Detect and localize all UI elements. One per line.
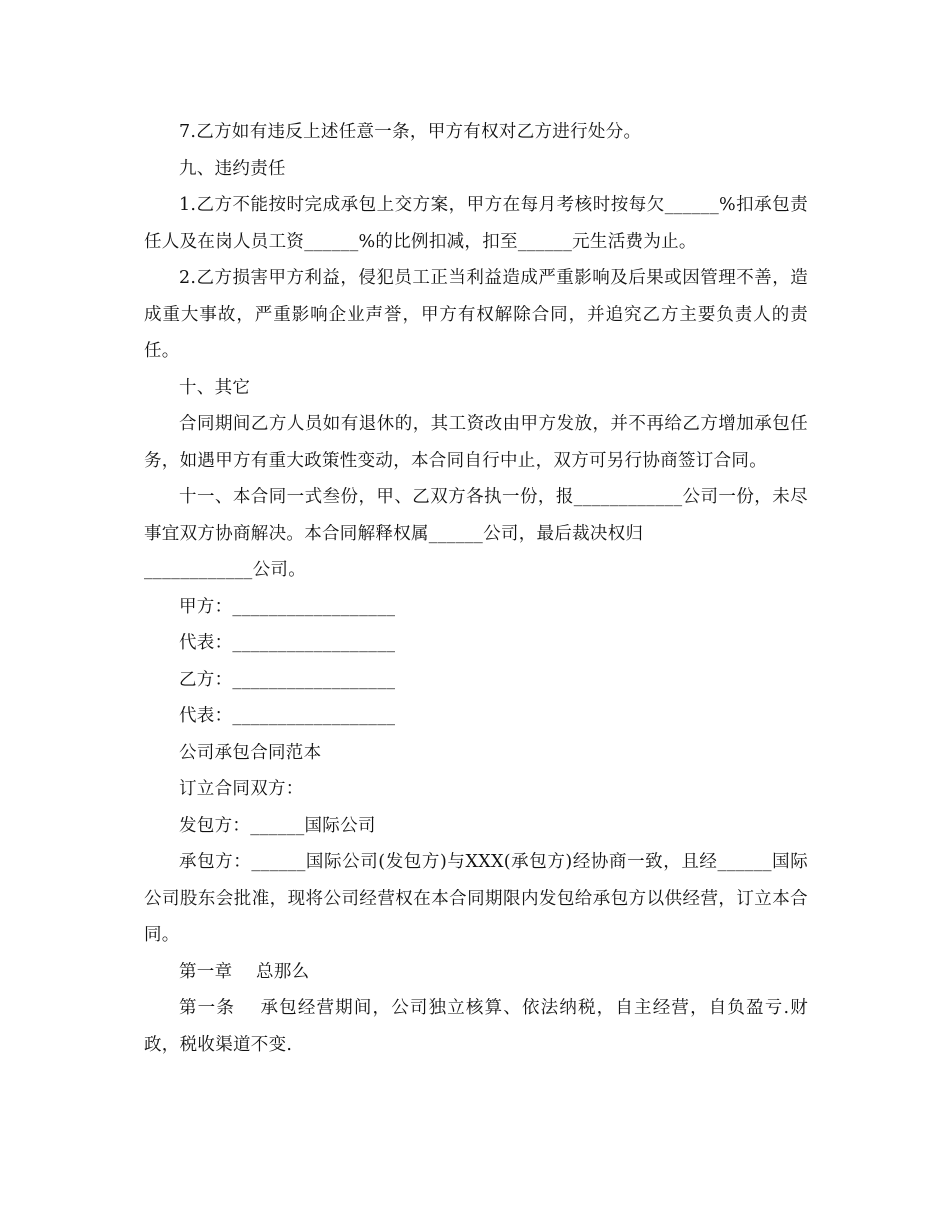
contract-template-title: 公司承包合同范本 [179, 742, 322, 763]
signature-representative-a: 代表：__________________ [179, 633, 396, 653]
other-clause: 合同期间乙方人员如有退休的，其工资改由甲方发放，并不再给乙方增加承包任务，如遇甲方有重大政策性变动，本合同自行中止，双方可另行协商签订合同。 [144, 414, 808, 471]
signature-party-a: 甲方：__________________ [179, 596, 396, 617]
chapter-one-heading: 第一章 总那么 [179, 961, 310, 982]
section-eleven-clause: 十一、本合同一式叁份，甲、乙双方各执一份，报____________公司一份，未尽事宜双方协商解决。本合同解释权属______公司，最后裁决权归 [144, 487, 808, 544]
section-heading-breach-liability: 九、违约责任 [179, 158, 286, 179]
article-one: 第一条 承包经营期间，公司独立核算、依法纳税，自主经营，自负盈亏.财政，税收渠道不变. [144, 998, 808, 1055]
section-heading-other: 十、其它 [179, 377, 251, 398]
signature-representative-b: 代表：__________________ [179, 706, 396, 726]
signature-party-b: 乙方：__________________ [179, 669, 396, 690]
breach-clause-1: 1.乙方不能按时完成承包上交方案，甲方在每月考核时按每欠______%扣承包责任人及在岗人员工资______%的比例扣减，扣至______元生活费为止。 [144, 195, 808, 252]
breach-clause-2: 2.乙方损害甲方利益，侵犯员工正当利益造成严重影响及后果或因管理不善，造成重大事故，严重影响企业声誉，甲方有权解除合同，并追究乙方主要负责人的责任。 [144, 268, 808, 361]
contractor-issuer-line: 发包方：______国际公司 [179, 815, 376, 836]
section-eleven-continuation: ____________公司。 [144, 560, 306, 580]
clause-7: 7.乙方如有违反上述任意一条，甲方有权对乙方进行处分。 [179, 122, 642, 142]
document-body [144, 114, 808, 1063]
contracting-parties-heading: 订立合同双方： [179, 779, 304, 799]
contractor-recipient-paragraph: 承包方：______国际公司(发包方)与XXX(承包方)经协商一致，且经______国际公司股东会批准，现将公司经营权在本合同期限内发包给承包方以供经营，订立本合同。 [144, 852, 808, 945]
